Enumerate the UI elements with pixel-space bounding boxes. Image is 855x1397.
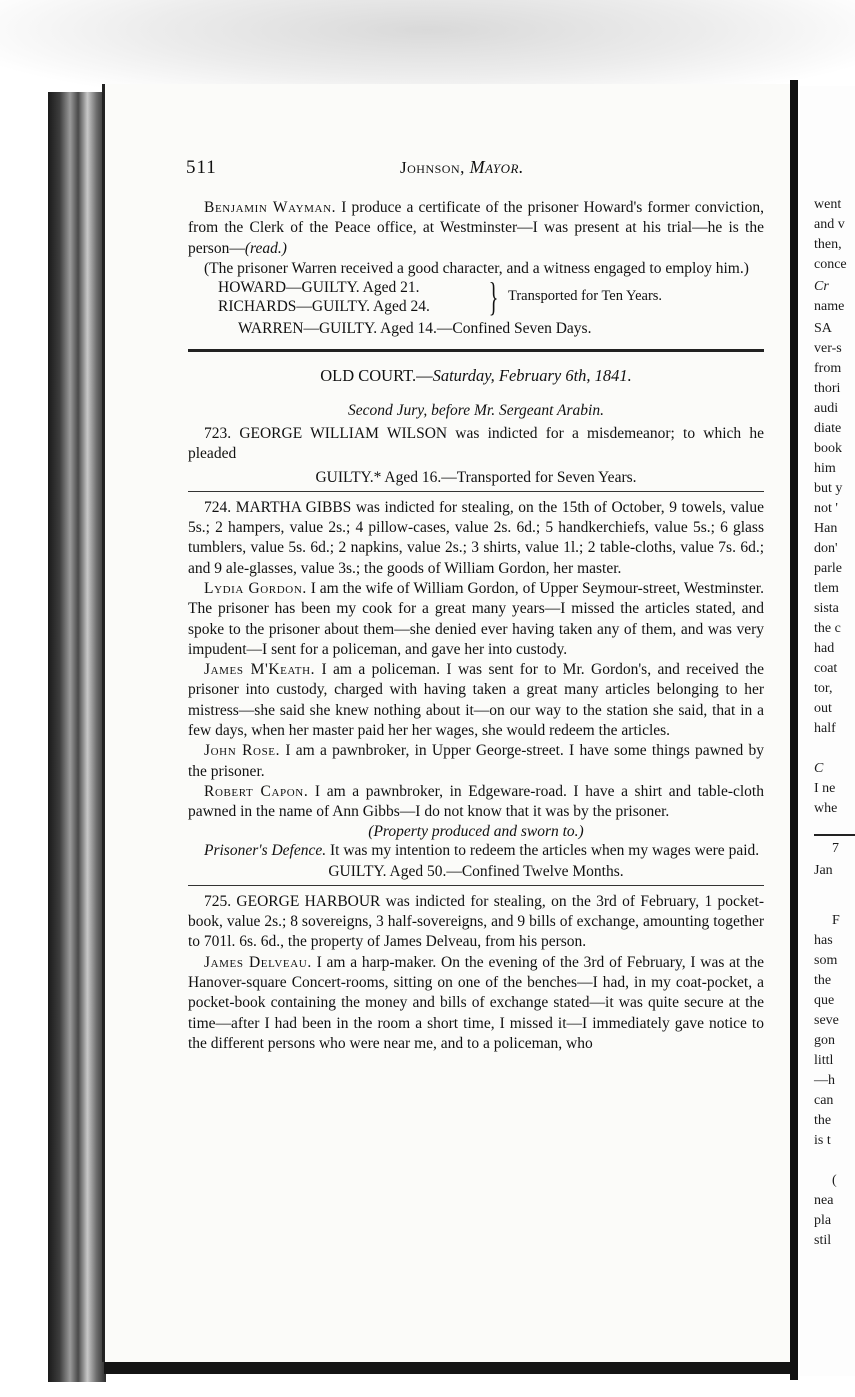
page-bottom-edge [104,1362,790,1374]
facing-line: conce [814,257,847,272]
facing-line: don' [814,541,838,556]
brace-symbol: } [488,274,499,320]
facing-line: 7 [832,841,839,856]
property-note: (Property produced and sworn to.) [368,822,584,840]
facing-line: audi [814,401,839,416]
keath-testimony [188,660,764,741]
case-divider [188,885,764,886]
lydia-testimony [188,579,764,660]
facing-line: the c [814,621,841,636]
page-title [400,157,524,178]
defence-label: Prisoner's Defence. [204,841,327,859]
witness-name: James Delveau. [204,953,312,971]
facing-line: F [832,913,840,928]
testimony-text: I am a pawnbroker, in Upper George-street. I have some things pawned by the prisoner. [188,742,765,780]
facing-line: ( [832,1173,837,1188]
witness-name: John Rose. [204,742,281,760]
page-number: 511 [186,157,217,178]
prisoner-defence [188,841,764,861]
testimony-text: I am a harp-maker. On the evening of the 3rd of February, I was at the Hanover-square Concert-rooms, sitting on one of the benches—I had, in my coat-pocket, a pocket-book containing the money and bills of exchange stated—it was quite secure at the time—after I had been in the room a short time, I missed it—I immediately gave notice to the different persons who were near me, and to a policeman, who [188,953,764,1052]
witness-name: Robert Capon. [204,782,309,800]
facing-line: I ne [814,781,836,796]
court-name: OLD COURT.— [320,366,433,386]
case-724-text: 724. MARTHA GIBBS was indicted for stealing, on the 15th of October, 9 towels, value 5s.; 2 hampers, value 2s.; 4 pillow-cases, value 2s. 6d.; 5 handkerchiefs, value 5s.; 6 glass tumblers, value 5s. 6d.; 2 napkins, value 2s.; 3 shirts, value 1l.; 2 table-cloths, value 7s. 6d.; and 9 ale-glasses, value 3s.; the goods of William Gordon, her master. [188,498,764,577]
facing-line: que [814,993,835,1008]
verdict-warren: WARREN—GUILTY. Aged 14.—Confined Seven Days. [238,320,592,338]
facing-line: —h [814,1073,835,1088]
facing-line: C [814,761,824,776]
facing-line: coat [814,661,838,676]
jury-heading: Second Jury, before Mr. Sergeant Arabin. [348,402,604,420]
facing-line: has [814,933,833,948]
facing-line: him [814,461,836,476]
testimony-text: I produce a certificate of the prisoner Howard's former conviction, from the Clerk of the Peace office, at Westminster—I was present at his trial—he is the person— [188,199,765,257]
case-724-verdict: GUILTY. Aged 50.—Confined Twelve Months. [328,862,624,880]
facing-line: som [814,953,838,968]
sentence-transported: Transported for Ten Years. [508,288,663,305]
witness-name: Benjamin Wayman. [204,199,337,216]
facing-line: is t [814,1133,831,1148]
facing-line: thori [814,381,841,396]
verdict-richards: RICHARDS—GUILTY. Aged 24. [218,298,430,316]
verdict-howard: HOWARD—GUILTY. Aged 21. [218,279,420,297]
header-title-italic: Mayor. [469,157,524,177]
facing-line: went [814,197,842,212]
wayman-testimony [188,198,764,259]
facing-line: whe [814,801,838,816]
facing-line: out [814,701,832,716]
verdict-block-1 [188,274,764,343]
witness-name: Lydia Gordon. [204,579,307,597]
facing-line: parle [814,561,842,576]
facing-line: the [814,973,832,988]
testimony-text: I am the wife of William Gordon, of Upper Seymour-street, Westminster. The prisoner has been my cook for a great many years—I missed the articles stated, and spoke to the prisoner about them—she denied ever having taken any of them, and was very impudent—I sent for a policeman, and gave her into custody. [188,579,764,658]
testimony-text: I am a pawnbroker, in Edgeware-road. I have a shirt and table-cloth pawned in the name of Ann Gibbs—I do not know that it was by the prisoner. [188,782,764,821]
witness-name: James M'Keath. [204,661,316,679]
case-723-verdict: GUILTY.* Aged 16.—Transported for Seven Years. [315,468,637,486]
warren-note: (The prisoner Warren received a good character, and a witness engaged to employ him.) [204,259,749,277]
facing-line: then, [814,237,842,252]
facing-line: book [814,441,842,456]
facing-line: ver-s [814,341,842,356]
running-header [186,157,766,179]
rose-testimony [188,741,764,782]
facing-line: pla [814,1213,832,1228]
facing-line: Cr [814,279,829,294]
page-gutter [790,80,798,1380]
capon-testimony [188,782,764,823]
facing-line: diate [814,421,842,436]
defence-text: It was my intention to redeem the articles when my wages were paid. [330,841,760,859]
header-name: Johnson, [400,158,465,177]
session-heading [188,366,764,386]
book-spine [48,92,106,1382]
facing-line: and v [814,217,845,232]
facing-line: from [814,361,842,376]
facing-line: gon [814,1033,835,1048]
session-date: Saturday, February 6th, 1841. [432,366,632,386]
facing-line: not ' [814,501,838,516]
facing-line: sista [814,601,839,616]
facing-line: tlem [814,581,839,596]
facing-line: Jan [814,863,833,878]
facing-line: the [814,1113,832,1128]
section-1 [188,198,764,1054]
case-725-text: 725. GEORGE HARBOUR was indicted for stealing, on the 3rd of February, 1 pocket-book, value 2s.; 8 sovereigns, 3 half-sovereigns, and 9 bills of exchange, amounting together to 701l. 6s. 6d., the property of James Delveau, from his person. [188,892,764,951]
facing-line: SA [814,321,832,336]
section-divider [188,349,764,352]
case-723-text: 723. GEORGE WILLIAM WILSON was indicted for a misdemeanor; to which he pleaded [188,425,764,463]
read-note: (read.) [244,239,287,257]
facing-line: had [814,641,835,656]
facing-line: name [814,299,845,314]
facing-line: half [814,721,836,736]
facing-line: littl [814,1053,834,1068]
facing-line: seve [814,1013,839,1028]
case-divider [188,491,764,492]
delveau-testimony [188,953,764,1054]
facing-line: stil [814,1233,832,1248]
facing-line: but y [814,481,843,496]
testimony-text: I am a policeman. I was sent for to Mr. Gordon's, and received the prisoner into custody, charged with having taken a great many articles belonging to her mistress—she said she knew nothing about it—on our way to the station she said, that in a few days, when her master paid her her wages, she would redeem the articles. [188,661,764,740]
facing-rule [814,834,855,836]
facing-page [800,86,855,1376]
facing-line: nea [814,1193,834,1208]
facing-line: tor, [814,681,833,696]
facing-line: Han [814,521,838,536]
facing-line: can [814,1093,834,1108]
